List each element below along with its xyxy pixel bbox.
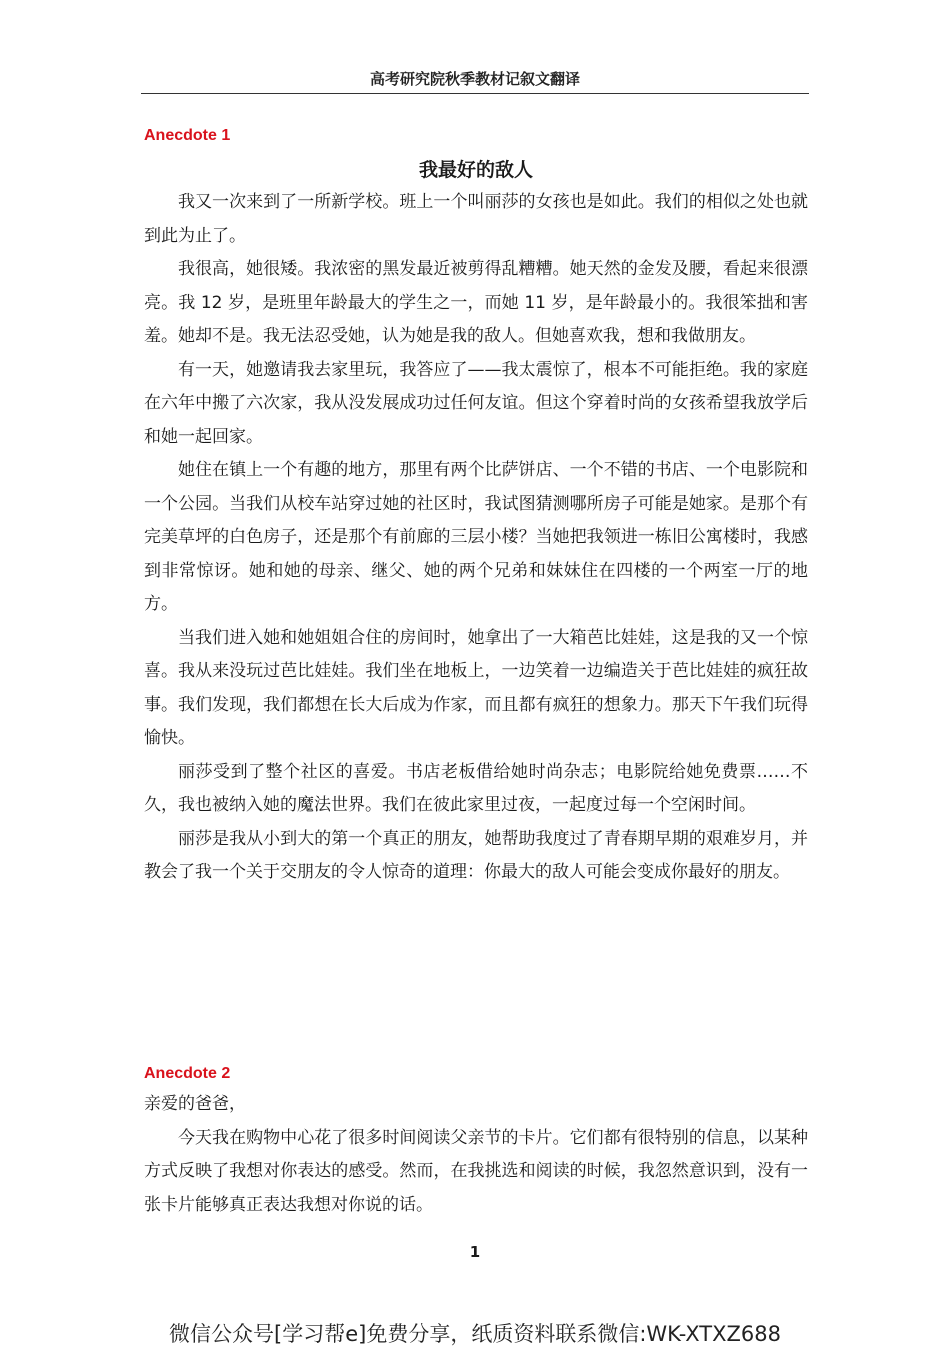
paragraph: 丽莎受到了整个社区的喜爱。书店老板借给她时尚杂志；电影院给她免费票……不久，我也被纳入她的魔法世界。我们在彼此家里过夜，一起度过每一个空闲时间。 <box>144 761 808 815</box>
salutation: 亲爱的爸爸， <box>144 1094 246 1114</box>
paragraph: 我很高，她很矮。我浓密的黑发最近被剪得乱糟糟。她天然的金发及腰，看起来很漂亮。我 12 岁，是班里年龄最大的学生之一，而她 11 岁，是年龄最小的。我很笨拙和害羞。她却不是。我无法忍受她，认为她是我的敌人。但她喜欢我，想和我做朋友。 <box>144 259 808 346</box>
page-number: 1 <box>469 1243 481 1261</box>
anecdote-1-section <box>144 126 808 890</box>
paragraph: 有一天，她邀请我去家里玩，我答应了——我太震惊了，根本不可能拒绝。我的家庭在六年中搬了六次家，我从没发展成功过任何友谊。但这个穿着时尚的女孩希望我放学后和她一起回家。 <box>144 359 808 447</box>
paragraph: 她住在镇上一个有趣的地方，那里有两个比萨饼店、一个不错的书店、一个电影院和一个公园。当我们从校车站穿过她的社区时，我试图猜测哪所房子可能是她家。是那个有完美草坪的白色房子，还是那个有前廊的三层小楼？当她把我领进一栋旧公寓楼时，我感到非常惊讶。她和她的母亲、继父、她的两个兄弟和妹妹住在四楼的一个两室一厅的地方。 <box>144 460 808 614</box>
anecdote-1-title: 我最好的敌人 <box>418 159 533 181</box>
header-divider <box>141 93 809 94</box>
anecdote-1-body <box>144 186 808 890</box>
header-title: 高考研究院秋季教材记叙文翻译 <box>369 70 580 88</box>
footer-note: 微信公众号[学习帮e]免费分享，纸质资料联系微信:WK-XTXZ688 <box>169 1322 781 1346</box>
anecdote-2-section <box>144 1064 808 1222</box>
anecdote-2-body <box>144 1088 808 1222</box>
anecdote-2-label: Anecdote 2 <box>144 1065 231 1082</box>
paragraph: 今天我在购物中心花了很多时间阅读父亲节的卡片。它们都有很特别的信息，以某种方式反映了我想对你表达的感受。然而，在我挑选和阅读的时候，我忽然意识到，没有一张卡片能够真正表达我想对你说的话。 <box>144 1127 808 1215</box>
anecdote-1-label: Anecdote 1 <box>144 127 231 144</box>
paragraph: 我又一次来到了一所新学校。班上一个叫丽莎的女孩也是如此。我们的相似之处也就到此为止了。 <box>144 192 808 246</box>
paragraph: 丽莎是我从小到大的第一个真正的朋友，她帮助我度过了青春期早期的艰难岁月，并教会了我一个关于交朋友的令人惊奇的道理：你最大的敌人可能会变成你最好的朋友。 <box>144 828 808 882</box>
paragraph: 当我们进入她和她姐姐合住的房间时，她拿出了一大箱芭比娃娃，这是我的又一个惊喜。我从来没玩过芭比娃娃。我们坐在地板上，一边笑着一边编造关于芭比娃娃的疯狂故事。我们发现，我们都想在长大后成为作家，而且都有疯狂的想象力。那天下午我们玩得愉快。 <box>144 627 808 748</box>
